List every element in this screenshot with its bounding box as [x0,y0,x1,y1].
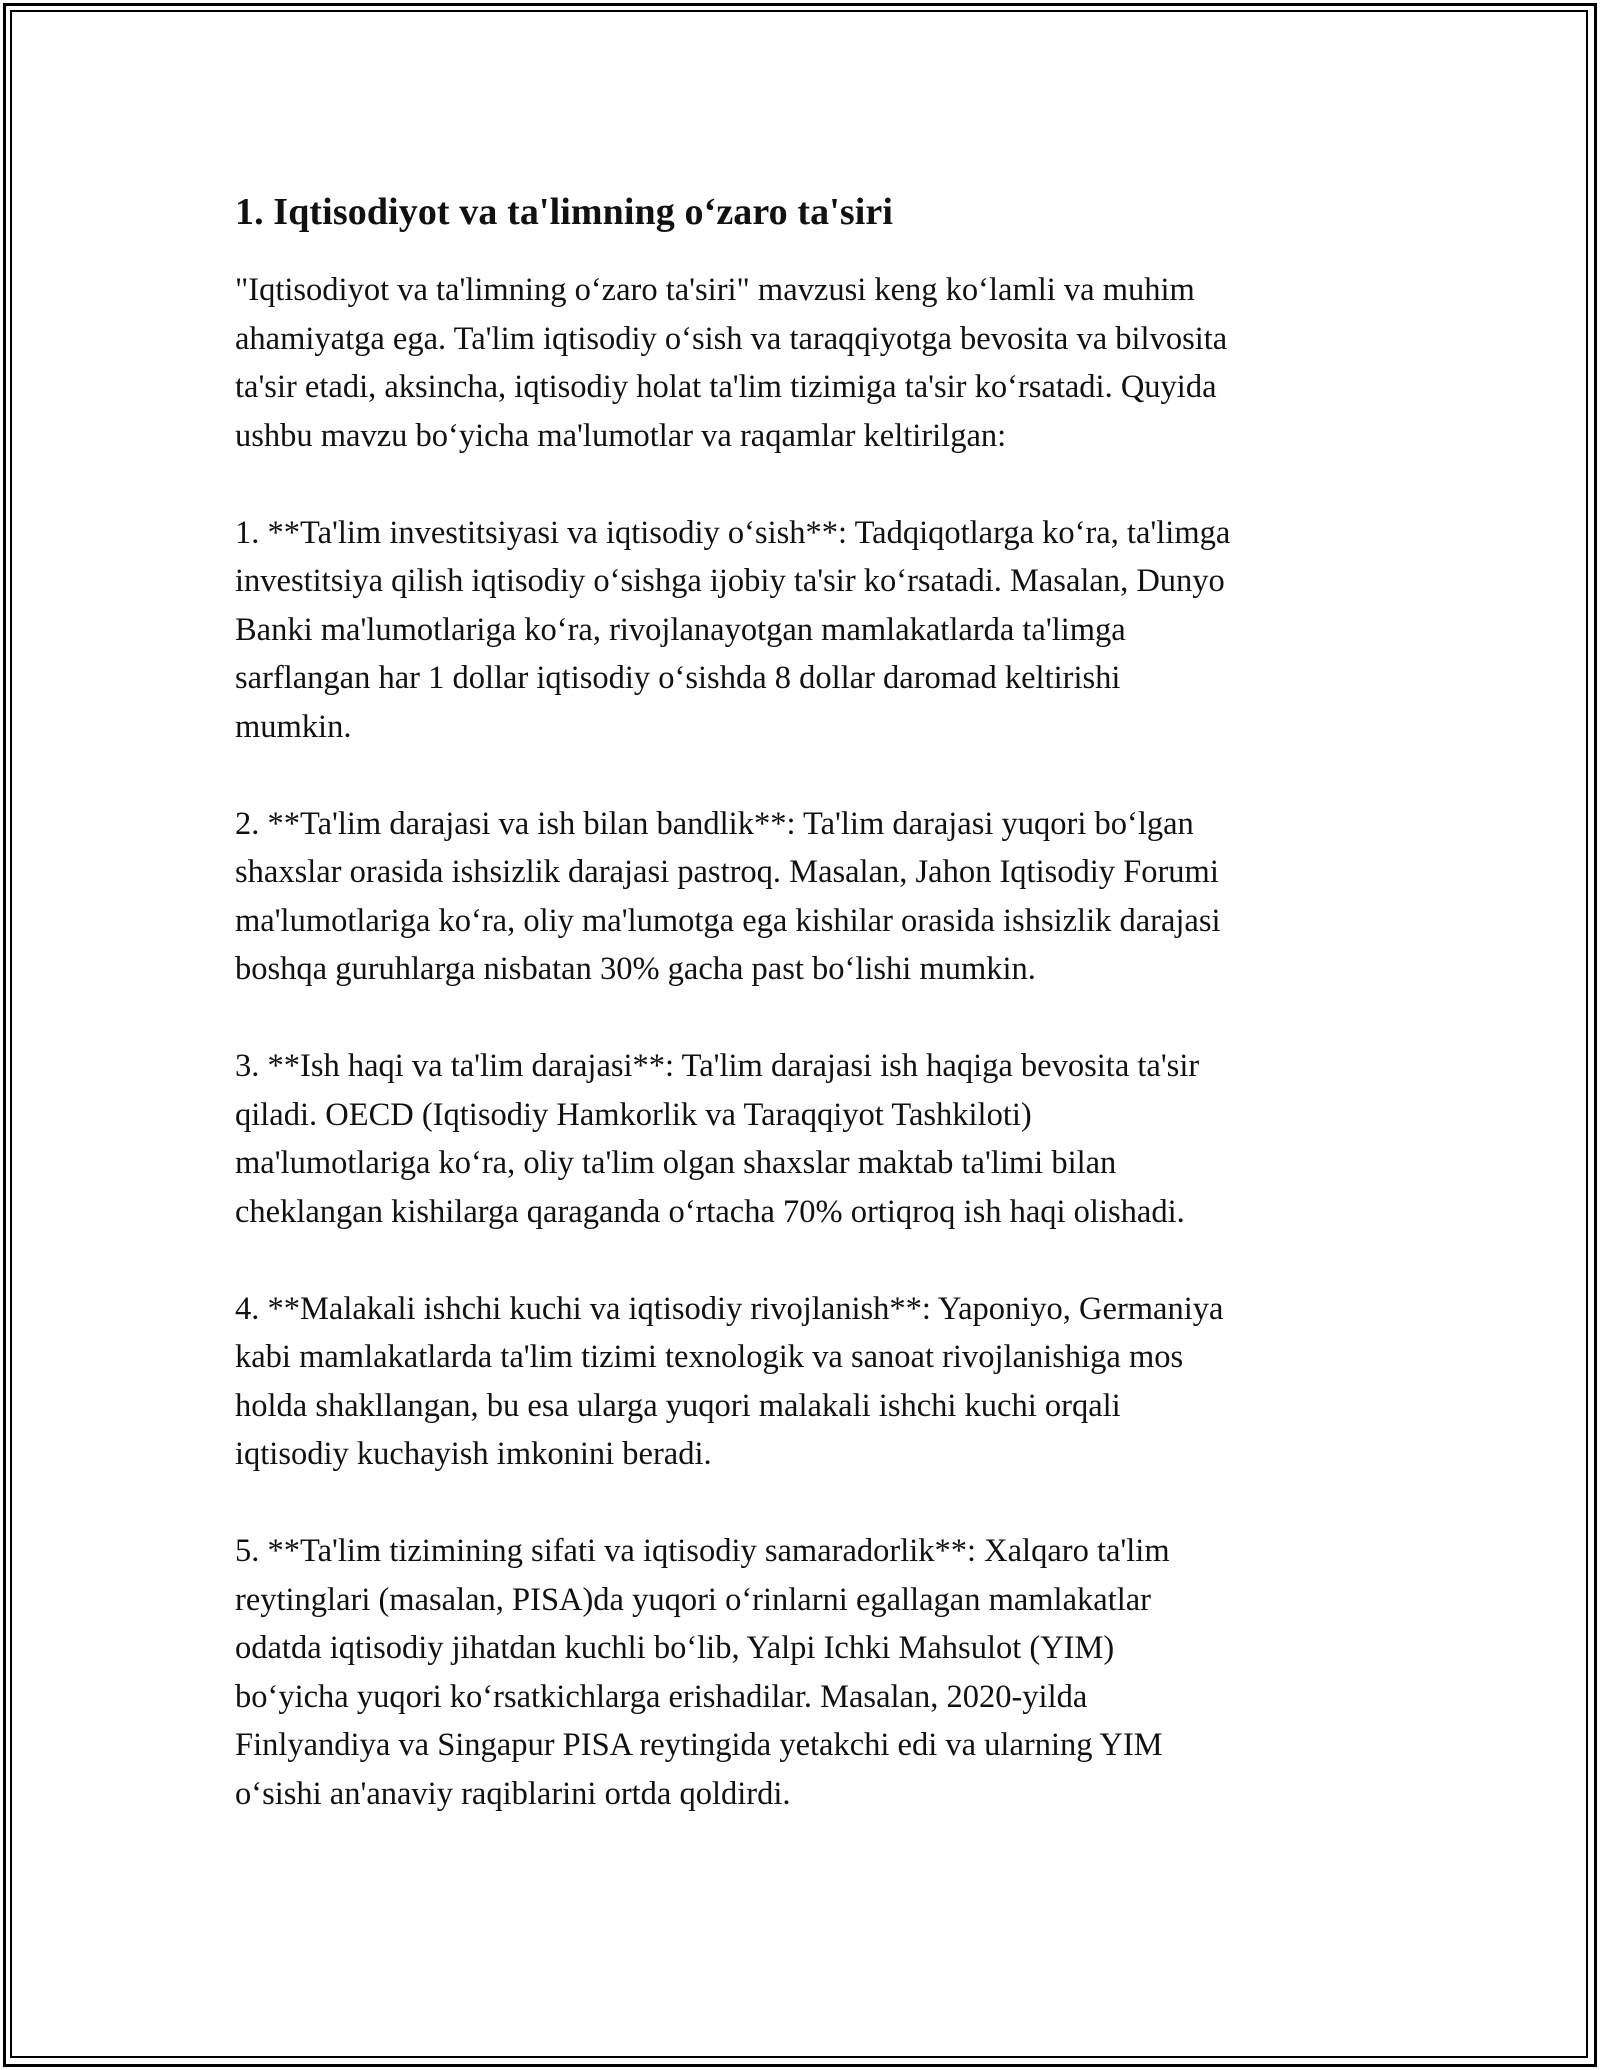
point-5-paragraph [235,1527,1375,1818]
paragraph-line: mumkin. [235,708,352,745]
paragraph-line: ma'lumotlariga ko‘ra, oliy ta'lim olgan shaxslar maktab ta'limi bilan [235,1145,1117,1181]
paragraph-line: sarflangan har 1 dollar iqtisodiy o‘sishda 8 dollar daromad keltirishi [235,660,1121,696]
document-body [235,186,1375,1867]
paragraph-line: ta'sir etadi, aksincha, iqtisodiy holat ta'lim tizimiga ta'sir ko‘rsatadi. Quyida [235,369,1217,405]
point-3-paragraph [235,1042,1375,1236]
paragraph-line: odatda iqtisodiy jihatdan kuchli bo‘lib, Yalpi Ichki Mahsulot (YIM) [235,1630,1115,1666]
paragraph-line: 3. **Ish haqi va ta'lim darajasi**: Ta'lim darajasi ish haqiga bevosita ta'sir [235,1048,1200,1084]
paragraph-line: iqtisodiy kuchayish imkonini beradi. [235,1436,712,1472]
paragraph-line: holda shakllangan, bu esa ularga yuqori malakali ishchi kuchi orqali [235,1387,1121,1424]
paragraph-line: ushbu mavzu bo‘yicha ma'lumotlar va raqamlar keltirilgan: [235,417,1007,454]
paragraph-line: kabi mamlakatlarda ta'lim tizimi texnologik va sanoat rivojlanishiga mos [235,1339,1184,1375]
point-2-paragraph [235,800,1375,994]
paragraph-line: 1. **Ta'lim investitsiyasi va iqtisodiy o‘sish**: Tadqiqotlarga ko‘ra, ta'limga [235,514,1231,551]
paragraph-line: boshqa guruhlarga nisbatan 30% gacha past bo‘lishi mumkin. [235,951,1036,987]
paragraph-line: 2. **Ta'lim darajasi va ish bilan bandlik**: Ta'lim darajasi yuqori bo‘lgan [235,805,1194,842]
point-4-paragraph [235,1285,1375,1479]
paragraph-line: ma'lumotlariga ko‘ra, oliy ma'lumotga ega kishilar orasida ishsizlik darajasi [235,902,1221,939]
paragraph-line: qiladi. OECD (Iqtisodiy Hamkorlik va Taraqqiyot Tashkiloti) [235,1096,1032,1133]
paragraph-line: reytinglari (masalan, PISA)da yuqori o‘rinlarni egallagan mamlakatlar [235,1581,1151,1618]
paragraph-line: shaxslar orasida ishsizlik darajasi pastroq. Masalan, Jahon Iqtisodiy Forumi [235,854,1219,890]
paragraph-line: Finlyandiya va Singapur PISA reytingida yetakchi edi va ularning YIM [235,1727,1163,1763]
paragraph-line: 4. **Malakali ishchi kuchi va iqtisodiy rivojlanish**: Yaponiyo, Germaniya [235,1290,1224,1327]
intro-paragraph [235,266,1375,460]
paragraph-line: "Iqtisodiyot va ta'limning o‘zaro ta'siri" mavzusi keng ko‘lamli va muhim [235,272,1195,308]
point-1-paragraph [235,509,1375,752]
paragraph-line: o‘sishi an'anaviy raqiblarini ortda qoldirdi. [235,1775,791,1812]
document-title: 1. Iqtisodiyot va ta'limning o‘zaro ta'siri [235,191,894,233]
paragraph-line: bo‘yicha yuqori ko‘rsatkichlarga erishadilar. Masalan, 2020-yilda [235,1678,1088,1715]
paragraph-line: 5. **Ta'lim tizimining sifati va iqtisodiy samaradorlik**: Xalqaro ta'lim [235,1533,1170,1569]
paragraph-line: ahamiyatga ega. Ta'lim iqtisodiy o‘sish va taraqqiyotga bevosita va bilvosita [235,320,1228,357]
paragraph-line: Banki ma'lumotlariga ko‘ra, rivojlanayotgan mamlakatlarda ta'limga [235,611,1126,648]
paragraph-line: investitsiya qilish iqtisodiy o‘sishga ijobiy ta'sir ko‘rsatadi. Masalan, Dunyo [235,563,1225,599]
paragraph-line: cheklangan kishilarga qaraganda o‘rtacha 70% ortiqroq ish haqi olishadi. [235,1193,1185,1230]
